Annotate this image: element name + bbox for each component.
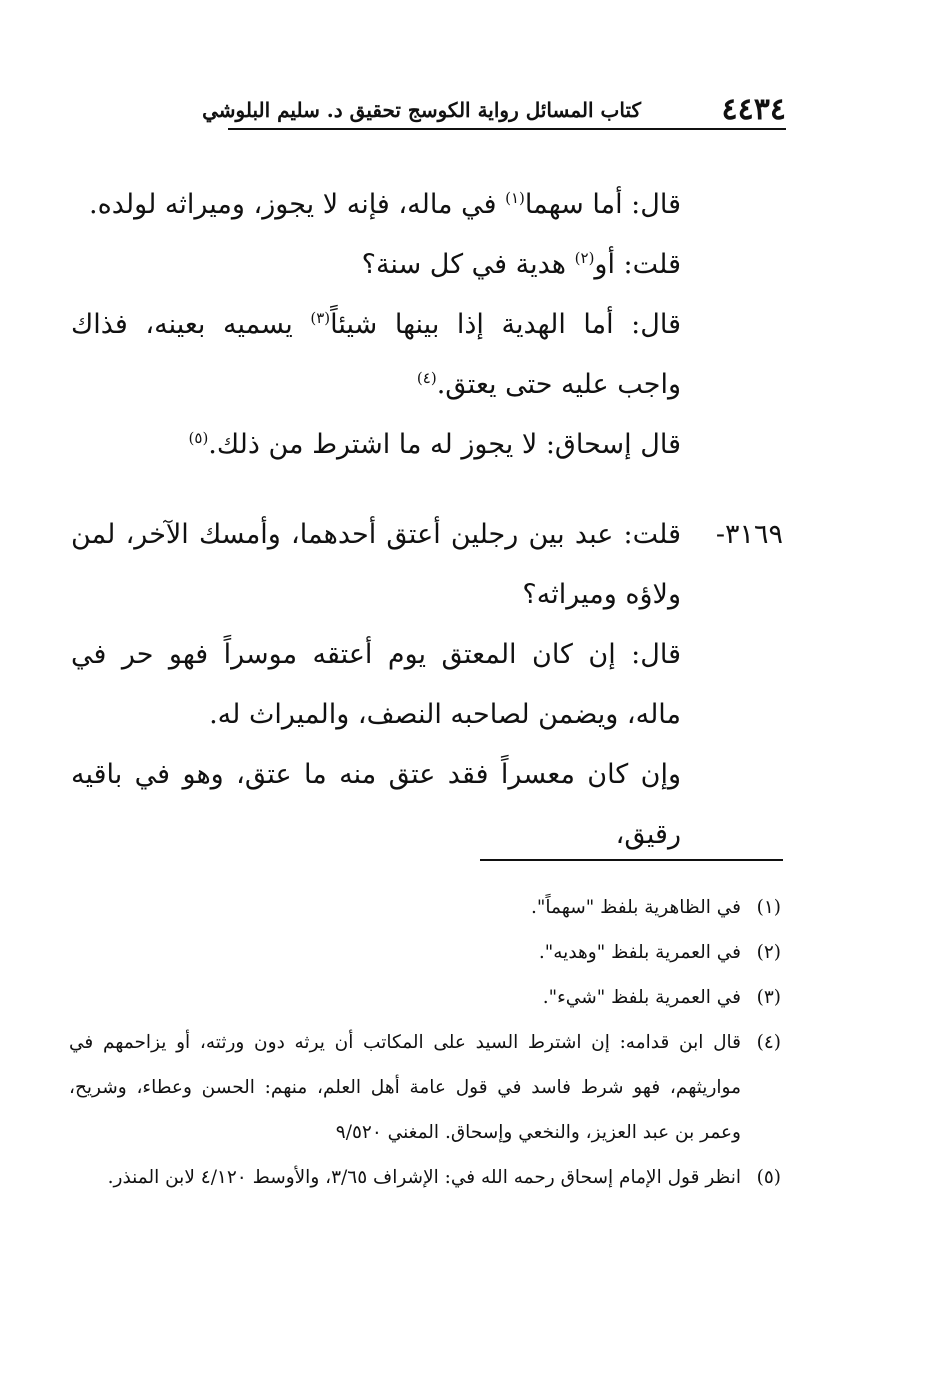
footnote-number: (٤) (756, 1032, 781, 1053)
book-title: كتاب المسائل رواية الكوسج تحقيق د. سليم البلوشي (202, 98, 641, 122)
footnote-text: في الظاهرية بلفظ "سهماً". (531, 897, 741, 918)
paragraph (71, 625, 783, 745)
paragraph-text: يسميه بعينه، فذاك واجب عليه حتى يعتق. (71, 309, 681, 400)
footnote-number: (٣) (756, 987, 781, 1008)
footnote-number: (٥) (756, 1167, 781, 1188)
paragraph (71, 295, 783, 415)
footnote-separator (480, 859, 783, 861)
numbered-entry (71, 505, 783, 625)
paragraph-text: قال: إن كان المعتق يوم أعتقه موسراً فهو حر في ماله، ويضمن لصاحبه النصف، والميراث له. (71, 639, 681, 730)
footnote-ref: (٢) (574, 249, 595, 267)
footnote-text: في العمرية بلفظ "وهديه". (538, 942, 741, 963)
footnote-ref: (٣) (310, 309, 331, 327)
footnote-text: انظر قول الإمام إسحاق رحمه الله في: الإشراف ٣/٦٥، والأوسط ٤/١٢٠ لابن المنذر. (107, 1167, 741, 1188)
running-header (202, 88, 786, 130)
entry-question: قلت: عبد بين رجلين أعتق أحدهما، وأمسك الآخر، لمن ولاؤه وميراثه؟ (71, 519, 681, 610)
footnote (69, 930, 781, 975)
footnote-number: (٢) (756, 942, 781, 963)
footnote-ref: (٤) (416, 369, 437, 387)
section-gap (71, 475, 783, 505)
footnote-text: قال ابن قدامه: إن اشترط السيد على المكاتب أن يرثه دون ورثته، أو يزاحمهم في مواريثهم، فهو شرط فاسد في قول عامة أهل العلم، منهم: الحسن وعطاء، وشريح، وعمر بن عبد العزيز، والنخعي وإسحاق. المغني ٩/٥٢٠ (69, 1032, 741, 1143)
page-number: ٤٤٣٤ (721, 92, 786, 127)
paragraph (71, 745, 783, 865)
paragraph-text: قال: أما سهما (524, 189, 681, 220)
footnote-ref: (٥) (188, 429, 209, 447)
paragraph-text: قلت: أو (594, 249, 681, 280)
footnote-number: (١) (756, 897, 781, 918)
footnote (69, 885, 781, 930)
paragraph (71, 415, 783, 475)
footnote (69, 1155, 781, 1200)
paragraph (71, 235, 783, 295)
footnote-ref: (١) (505, 189, 525, 207)
paragraph-text: هدية في كل سنة؟ (361, 249, 575, 280)
footnote (69, 1020, 781, 1155)
entry-number: ٣١٦٩- (715, 519, 783, 550)
paragraph-text: في ماله، فإنه لا يجوز، وميراثه لولده. (89, 189, 506, 220)
paragraph-text: وإن كان معسراً فقد عتق منه ما عتق، وهو في باقيه رقيق، (71, 759, 681, 850)
paragraph (71, 175, 783, 235)
main-text (71, 175, 783, 865)
footnote (69, 975, 781, 1020)
paragraph-text: قال: أما الهدية إذا بينها شيئاً (330, 309, 681, 340)
footnote-text: في العمرية بلفظ "شيء". (542, 987, 741, 1008)
paragraph-text: قال إسحاق: لا يجوز له ما اشترط من ذلك. (208, 429, 681, 460)
footnotes (69, 885, 781, 1200)
